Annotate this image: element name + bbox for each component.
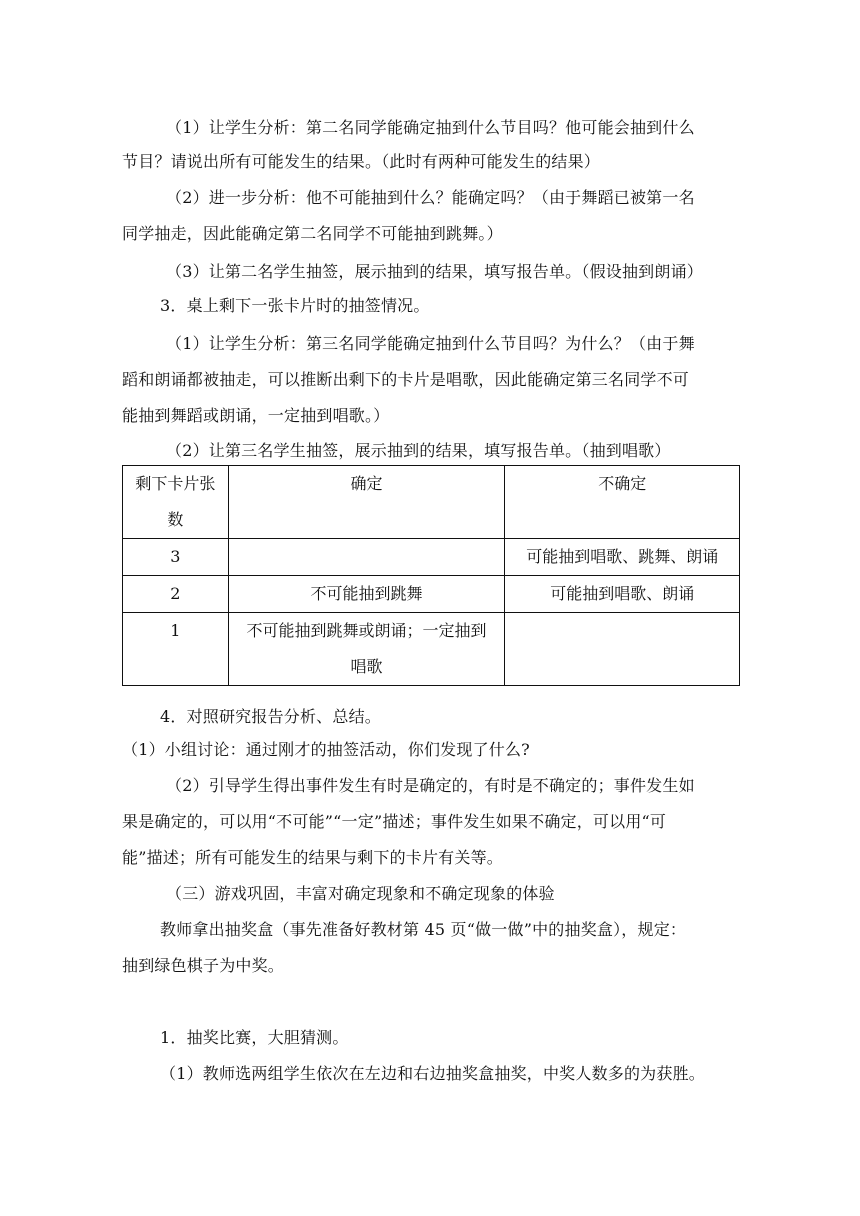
paragraph-line: 3．桌上剩下一张卡片时的抽签情况。 <box>160 296 430 315</box>
header-cell-uncertain: 不确定 <box>505 466 740 539</box>
cell-uncertain: 可能抽到唱歌、跳舞、朗诵 <box>505 539 740 576</box>
cell-certain-line1: 不可能抽到跳舞或朗诵；一定抽到 <box>246 621 487 640</box>
cell-certain: 不可能抽到跳舞 <box>228 576 505 613</box>
paragraph-line: 果是确定的，可以用“不可能”“一定”描述；事件发生如果不确定，可以用“可 <box>122 812 667 831</box>
cell-count: 1 <box>123 613 229 686</box>
header-cell-certain: 确定 <box>228 466 505 539</box>
cell-uncertain: 可能抽到唱歌、朗诵 <box>505 576 740 613</box>
header-count-line1: 剩下卡片张 <box>135 474 216 493</box>
paragraph-line: （3）让第二名学生抽签，展示抽到的结果，填写报告单。（假设抽到朗诵） <box>166 262 703 281</box>
cell-uncertain <box>505 613 740 686</box>
paragraph-line: （2）让第三名学生抽签，展示抽到的结果，填写报告单。（抽到唱歌） <box>166 441 671 460</box>
paragraph-line: （2）进一步分析：他不可能抽到什么？能确定吗？（由于舞蹈已被第一名 <box>166 188 695 207</box>
paragraph-line: 教师拿出抽奖盒（事先准备好教材第 45 页“做一做”中的抽奖盒），规定： <box>160 920 687 939</box>
header-cell-count <box>123 466 229 539</box>
paragraph-line: （1）让学生分析：第三名同学能确定抽到什么节目吗？为什么？（由于舞 <box>166 334 695 353</box>
paragraph-line: 抽到绿色棋子为中奖。 <box>122 956 285 975</box>
table-row <box>123 613 740 686</box>
cell-count: 3 <box>123 539 229 576</box>
table-header-row <box>123 466 740 539</box>
paragraph-line: 4．对照研究报告分析、总结。 <box>160 707 381 726</box>
paragraph-line: 能”描述；所有可能发生的结果与剩下的卡片有关等。 <box>122 848 503 867</box>
paragraph-line: （1）小组讨论：通过刚才的抽签活动，你们发现了什么? <box>122 740 530 759</box>
cell-certain <box>228 539 505 576</box>
section-heading: （三）游戏巩固，丰富对确定现象和不确定现象的体验 <box>166 884 555 903</box>
cell-certain-line2: 唱歌 <box>350 657 383 676</box>
paragraph-line: 能抽到舞蹈或朗诵，一定抽到唱歌。） <box>122 406 390 425</box>
paragraph-line: 同学抽走，因此能确定第二名同学不可能抽到跳舞。） <box>122 224 503 243</box>
cell-certain <box>228 613 505 686</box>
paragraph-line: 蹈和朗诵都被抽走，可以推断出剩下的卡片是唱歌，因此能确定第三名同学不可 <box>122 370 690 389</box>
paragraph-line: （2）引导学生得出事件发生有时是确定的，有时是不确定的；事件发生如 <box>166 776 695 795</box>
report-table <box>122 465 740 686</box>
paragraph-line: 节目？请说出所有可能发生的结果。（此时有两种可能发生的结果） <box>122 152 601 171</box>
table-row <box>123 576 740 613</box>
table-row <box>123 539 740 576</box>
paragraph-line: （1）教师选两组学生依次在左边和右边抽奖盒抽奖，中奖人数多的为获胜。 <box>160 1064 705 1083</box>
header-count-line2: 数 <box>167 510 184 529</box>
paragraph-line: （1）让学生分析：第二名同学能确定抽到什么节目吗？他可能会抽到什么 <box>166 118 695 137</box>
paragraph-line: 1．抽奖比赛，大胆猜测。 <box>160 1028 349 1047</box>
cell-count: 2 <box>123 576 229 613</box>
